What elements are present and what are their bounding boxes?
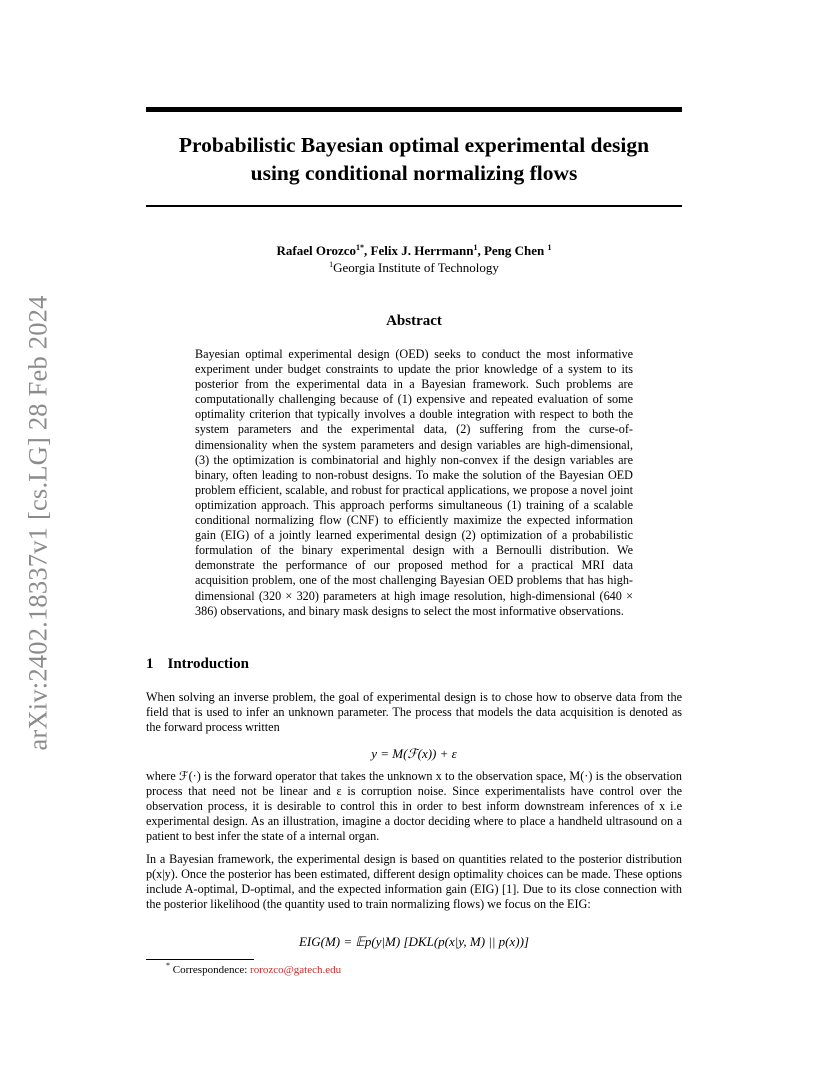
footnote-rule: [146, 959, 254, 960]
arxiv-identifier-stamp: arXiv:2402.18337v1 [cs.LG] 28 Feb 2024: [22, 295, 53, 751]
section-heading-introduction: [146, 656, 249, 673]
author-name: Felix J. Herrmann: [370, 243, 474, 258]
paper-title: [146, 131, 682, 187]
intro-paragraph-1: When solving an inverse problem, the goal of experimental design is to chose how to observe data from the field that is used to infer an unknown parameter. The process that models the data acquisition is denoted as the forward process written: [146, 690, 682, 734]
footnote-marker: *: [166, 961, 170, 970]
eig-equation: EIG(M) = 𝔼p(y|M) [DKL(p(x|y, M) || p(x))]: [298, 934, 529, 949]
author-name: Rafael Orozco: [276, 243, 357, 258]
section-number: 1: [146, 656, 154, 672]
abstract-heading: Abstract: [386, 313, 442, 329]
title-line-2: using conditional normalizing flows: [250, 161, 578, 185]
abstract-body: Bayesian optimal experimental design (OED) seeks to conduct the most informative experiment under budget constraints to update the prior knowledge of a system to its posterior from the experimental data in a Bayesian framework. Such problems are computationally challenging because of (1) expensive and repeated evaluation of some optimality criterion that typically involves a double integration with respect to both the system parameters and the experimental data, (2) suffering from the curse-of-dimensionality when the system parameters and design variables are high-dimensional, (3) the optimization is combinatorial and highly non-convex if the design variables are binary, often leading to non-robust designs. To make the solution of the Bayesian OED problem efficient, scalable, and robust for practical applications, we propose a novel joint optimization approach. This approach performs simultaneous (1) training of a scalable conditional normalizing flow (CNF) to efficiently maximize the expected information gain (EIG) of a jointly learned experimental design (2) optimization of a probabilistic formulation of the binary experimental design with a Bernoulli distribution. We demonstrate the performance of our proposed method for a practical MRI data acquisition problem, one of the most challenging Bayesian OED problems that has high-dimensional (320 × 320) parameters at high image resolution, high-dimensional (640 × 386) observations, and binary mask designs to select the most informative observations.: [195, 347, 633, 618]
title-top-rule: [146, 107, 682, 112]
author-list: Rafael Orozco$^{1*}$, Felix J. Herrmann$^1$, Peng Chen $^1$: [276, 243, 552, 258]
title-bottom-rule: [146, 205, 682, 207]
section-title: Introduction: [167, 656, 249, 672]
author-name: Peng Chen: [483, 243, 545, 258]
footnote-label: Correspondence:: [172, 964, 248, 976]
forward-model-equation: y = M(ℱ(x)) + ε: [371, 746, 457, 761]
intro-paragraph-3: In a Bayesian framework, the experimental design is based on quantities related to the posterior distribution p(x|y). Once the posterior has been estimated, different design optimality choices can be made. These options include A-optimal, D-optimal, and the expected information gain (EIG) [1]. Due to its close connection with the posterior likelihood (the quantity used to train normalizing flows) we focus on the EIG:: [146, 852, 682, 911]
affiliation: [146, 259, 682, 276]
intro-paragraph-2: where ℱ(·) is the forward operator that takes the unknown x to the observation space, M(·) is the observation process that need not be linear and ε is corruption noise. Since experimentalists have control over the observation process, it is desirable to control this in order to best inform downstream inferences of x i.e experimental design. As an illustration, imagine a doctor deciding where to place a handheld ultrasound on a patient to best infer the state of a internal organ.: [146, 769, 682, 843]
title-line-1: Probabilistic Bayesian optimal experimental design: [178, 133, 650, 157]
author-affiliation-marker: 1: [547, 243, 552, 252]
correspondence-email-link[interactable]: rorozco@gatech.edu: [250, 964, 342, 976]
author-affiliation-marker: 1: [473, 243, 478, 252]
affiliation-name: Georgia Institute of Technology: [333, 260, 499, 275]
author-affiliation-marker: 1*: [356, 243, 365, 252]
affiliation-marker: 1: [329, 260, 334, 269]
footnote: [166, 961, 342, 976]
